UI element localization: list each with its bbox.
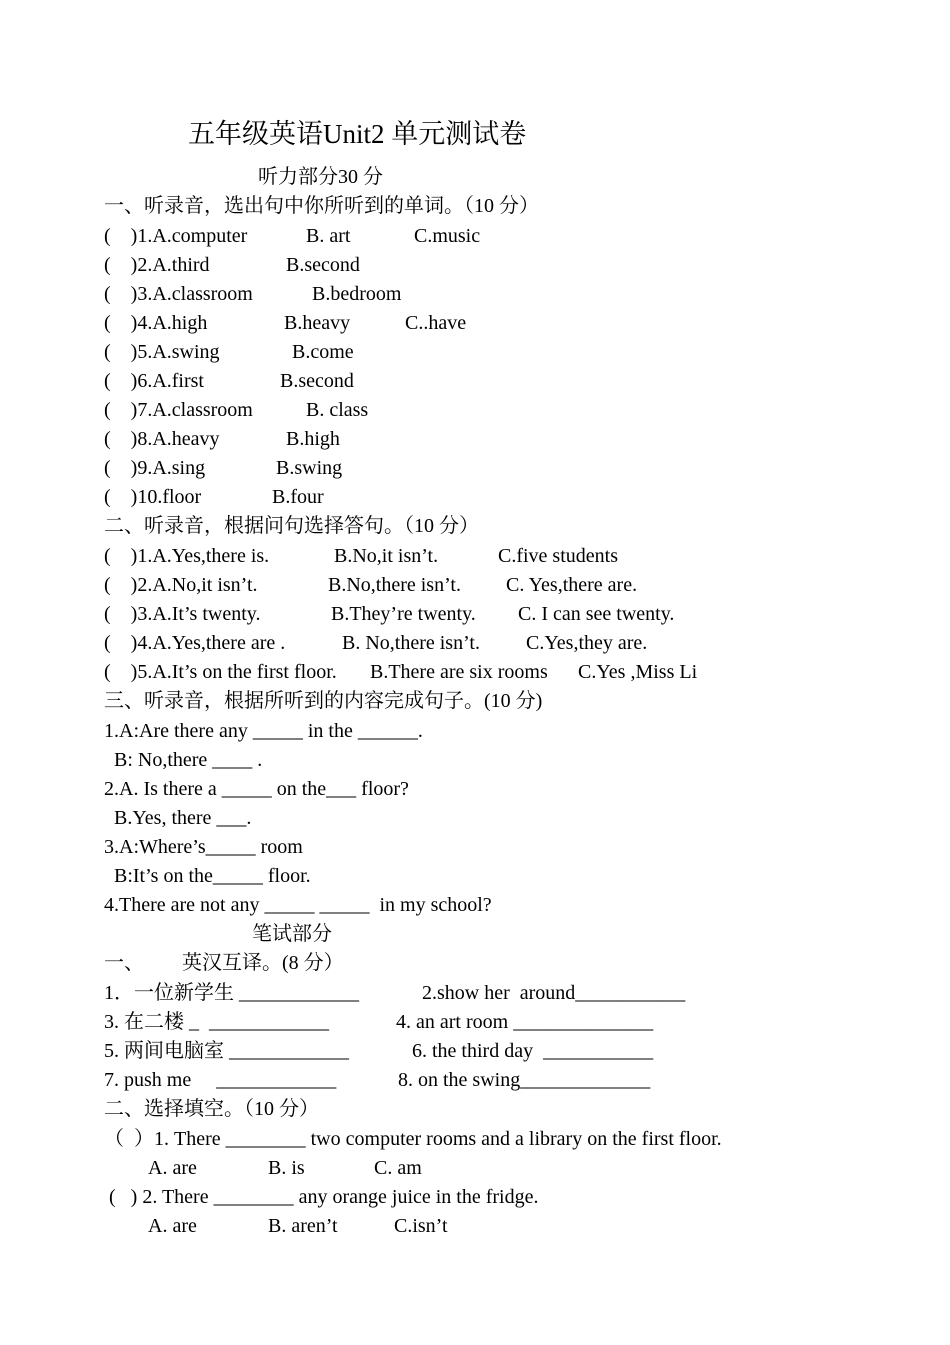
fill-blank-line: 4.There are not any _____ _____ in my school? <box>104 894 492 916</box>
choice-num: ( )1.A.computer <box>104 225 248 247</box>
choice-b: B.second <box>280 370 354 392</box>
translation-item: 1．一位新学生 ____________ <box>104 982 359 1004</box>
fill-blank-line: 3.A:Where’s_____ room <box>104 836 303 858</box>
answer-b: B. No,there isn’t. <box>342 632 480 654</box>
fill-blank-line: B:It’s on the_____ floor. <box>104 865 311 887</box>
choice-num: ( )4.A.high <box>104 312 208 334</box>
fill-blank-line: B.Yes, there ___. <box>104 807 252 829</box>
option-a: A. are <box>148 1157 197 1179</box>
section-heading-number: 一、 <box>104 952 144 974</box>
choice-b: B. class <box>306 399 369 421</box>
answer-a: ( )3.A.It’s twenty. <box>104 603 261 625</box>
answer-a: ( )5.A.It’s on the first floor. <box>104 661 337 683</box>
option-b: B. is <box>268 1157 305 1179</box>
section-heading: 英汉互译。(8 分） <box>182 952 344 974</box>
listening-section-header: 听力部分30 分 <box>258 166 383 188</box>
answer-c: C.five students <box>498 545 618 567</box>
choice-b: B. art <box>306 225 351 247</box>
choice-c: C..have <box>405 312 467 334</box>
choice-b: B.heavy <box>284 312 351 334</box>
option-c: C.isn’t <box>394 1215 448 1237</box>
choice-b: B.four <box>272 486 324 508</box>
translation-item: 2.show her around___________ <box>422 982 686 1004</box>
choice-num: ( )3.A.classroom <box>104 283 253 305</box>
choice-b: B.swing <box>276 457 343 479</box>
question-stem: （ ）1. There ________ two computer rooms and a library on the first floor. <box>104 1128 722 1150</box>
translation-item: 7. push me ____________ <box>104 1069 337 1091</box>
section-heading: 二、选择填空。（10 分） <box>104 1098 319 1120</box>
choice-num: ( )9.A.sing <box>104 457 206 479</box>
fill-blank-line: 2.A. Is there a _____ on the___ floor? <box>104 778 409 800</box>
answer-b: B.There are six rooms <box>370 661 548 683</box>
section-heading: 二、听录音，根据问句选择答句。（10 分） <box>104 515 479 537</box>
answer-b: B.No,there isn’t. <box>328 574 461 596</box>
answer-b: B.No,it isn’t. <box>334 545 439 567</box>
translation-item: 5. 两间电脑室 ____________ <box>104 1040 349 1062</box>
choice-num: ( )5.A.swing <box>104 341 220 363</box>
choice-num: ( )6.A.first <box>104 370 204 392</box>
answer-c: C. Yes,there are. <box>506 574 638 596</box>
option-a: A. are <box>148 1215 197 1237</box>
written-section-header: 笔试部分 <box>252 923 332 945</box>
choice-b: B.bedroom <box>312 283 402 305</box>
choice-b: B.high <box>286 428 340 450</box>
answer-c: C. I can see twenty. <box>518 603 675 625</box>
answer-b: B.They’re twenty. <box>331 603 476 625</box>
choice-b: B.come <box>292 341 354 363</box>
translation-item: 4. an art room ______________ <box>396 1011 654 1033</box>
question-stem: ( ) 2. There ________ any orange juice in the fridge. <box>104 1186 539 1208</box>
translation-item: 8. on the swing_____________ <box>398 1069 651 1091</box>
answer-a: ( )1.A.Yes,there is. <box>104 545 270 567</box>
fill-blank-line: B: No,there ____ . <box>104 749 263 771</box>
choice-b: B.second <box>286 254 360 276</box>
answer-a: ( )4.A.Yes,there are . <box>104 632 286 654</box>
choice-num: ( )7.A.classroom <box>104 399 253 421</box>
page-title: 五年级英语Unit2 单元测试卷 <box>188 119 527 149</box>
answer-a: ( )2.A.No,it isn’t. <box>104 574 258 596</box>
choice-c: C.music <box>414 225 481 247</box>
option-c: C. am <box>374 1157 422 1179</box>
answer-c: C.Yes,they are. <box>526 632 648 654</box>
choice-num: ( )10.floor <box>104 486 202 508</box>
choice-num: ( )8.A.heavy <box>104 428 220 450</box>
section-heading: 一、听录音，选出句中你所听到的单词。（10 分） <box>104 195 539 217</box>
choice-num: ( )2.A.third <box>104 254 210 276</box>
section-heading: 三、听录音，根据所听到的内容完成句子。(10 分) <box>104 690 543 712</box>
translation-item: 6. the third day ___________ <box>412 1040 654 1062</box>
translation-item: 3. 在二楼 _ ____________ <box>104 1011 329 1033</box>
fill-blank-line: 1.A:Are there any _____ in the ______. <box>104 720 423 742</box>
answer-c: C.Yes ,Miss Li <box>578 661 698 683</box>
option-b: B. aren’t <box>268 1215 338 1237</box>
